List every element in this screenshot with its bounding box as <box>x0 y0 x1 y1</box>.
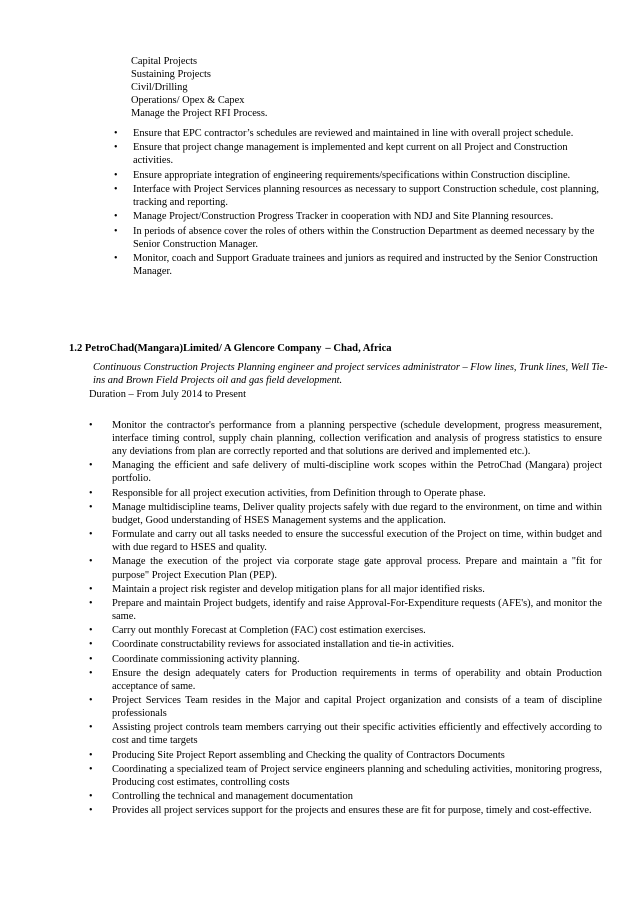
list-item <box>89 721 602 747</box>
bullet-text: Coordinate constructability reviews for associated installation and tie-in activities. <box>112 639 454 651</box>
list-item <box>89 790 602 803</box>
list-item <box>89 749 602 762</box>
bullet-icon: • <box>89 695 93 706</box>
list-item <box>89 804 602 817</box>
bullet-icon: • <box>89 487 93 499</box>
job-location: – Chad, Africa <box>325 343 392 354</box>
list-item <box>89 419 602 458</box>
job-summary: Continuous Construction Projects Planning engineer and project services administrator – Flow lines, Trunk lines, Well Tie-ins and Brown Field Projects oil and gas field development. <box>93 362 608 387</box>
bullet-icon: • <box>114 252 118 264</box>
bullet-text: Manage the execution of the project via corporate stage gate approval process. Prepare and maintain a "fit for purpose" Project Execution Plan (PEP). <box>112 556 602 581</box>
list-item <box>114 127 600 140</box>
bullet-text: Carry out monthly Forecast at Completion (FAC) cost estimation exercises. <box>112 625 426 637</box>
list-item <box>114 183 600 209</box>
bullet-icon: • <box>89 501 93 513</box>
list-item: Manage the Project RFI Process. <box>131 108 268 120</box>
list-item <box>89 624 602 637</box>
list-item <box>89 763 602 789</box>
bullet-icon: • <box>89 529 93 541</box>
bullet-icon: • <box>89 653 93 665</box>
list-item <box>89 653 602 666</box>
list-item <box>89 555 602 581</box>
bullet-icon: • <box>89 639 93 651</box>
bullet-text: Ensure that project change management is implemented and kept current on all Project and Construction activities. <box>133 142 568 167</box>
bullet-icon: • <box>89 667 93 679</box>
bullet-text: Formulate and carry out all tasks needed to ensure the successful execution of the Project on time, within budget and with due regard to HSES and quality. <box>112 529 602 554</box>
list-item <box>114 169 600 182</box>
bullet-text: Manage multidiscipline teams, Deliver quality projects safely with due regard to the environment, on time and within budget, Good understanding of HSES Management systems and the application. <box>112 501 602 526</box>
bullet-text: Provides all project services support for the projects and ensures these are fit for purpose, timely and cost-effective. <box>112 805 592 817</box>
responsibilities-list-1 <box>114 127 600 279</box>
bullet-icon: • <box>89 556 93 568</box>
bullet-text: Monitor, coach and Support Graduate trainees and juniors as required and instructed by the Senior Construction Manager. <box>133 252 598 278</box>
list-item: Sustaining Projects <box>131 69 211 81</box>
bullet-icon: • <box>89 460 93 472</box>
bullet-icon: • <box>114 211 118 223</box>
bullet-icon: • <box>114 142 118 154</box>
bullet-icon: • <box>89 749 93 761</box>
list-item <box>89 597 602 623</box>
bullet-text: Project Services Team resides in the Major and capital Project organization and consists of a team of discipline professionals <box>112 695 602 720</box>
bullet-text: Coordinate commissioning activity planning. <box>112 653 300 665</box>
job-heading <box>69 342 392 355</box>
bullet-text: Producing Site Project Report assembling and Checking the quality of Contractors Documents <box>112 749 505 761</box>
job-duration: Duration – From July 2014 to Present <box>89 389 247 400</box>
bullet-icon: • <box>89 625 93 637</box>
bullet-text: Ensure that EPC contractor’s schedules are reviewed and maintained in line with overall project schedule. <box>133 128 574 139</box>
bullet-icon: • <box>114 169 118 181</box>
list-item <box>89 487 602 500</box>
bullet-text: Controlling the technical and management documentation <box>112 791 353 803</box>
bullet-icon: • <box>89 805 93 817</box>
bullet-text: Ensure appropriate integration of engineering requirements/specifications within Construction discipline. <box>133 169 571 181</box>
list-item <box>89 667 602 693</box>
list-item: Operations/ Opex & Capex <box>131 95 245 107</box>
bullet-text: Maintain a project risk register and develop mitigation plans for all major identified risks. <box>112 583 485 595</box>
bullet-text: Managing the efficient and safe delivery of multi-discipline work scopes within the PetroChad (Mangara) project portfolio. <box>112 460 602 485</box>
bullet-icon: • <box>89 420 93 431</box>
list-item <box>114 141 600 167</box>
list-item <box>89 501 602 527</box>
bullet-icon: • <box>89 722 93 734</box>
bullet-text: Monitor the contractor's performance from a planning perspective (schedule development, progress measurement, interface timing control, supply chain planning, collection verification and analysis of progress statistics to ensure any deviations from plan are correctly reported and that solutions are derived and implemented etc.). <box>112 420 602 458</box>
bullet-text: Prepare and maintain Project budgets, identify and raise Approval-For-Expenditure requests (AFE's), and monitor the same. <box>112 597 602 622</box>
bullet-icon: • <box>89 583 93 595</box>
bullet-icon: • <box>89 597 93 609</box>
bullet-icon: • <box>89 791 93 803</box>
bullet-text: Coordinating a specialized team of Project service engineers planning and scheduling activities, monitoring progress, Producing cost estimates, controlling costs <box>112 763 602 788</box>
company-name: PetroChad(Mangara)Limited/ A Glencore Company <box>84 343 322 354</box>
bullet-icon: • <box>114 183 118 195</box>
list-item <box>114 252 600 278</box>
list-item <box>89 459 602 485</box>
list-item <box>89 694 602 720</box>
bullet-text: In periods of absence cover the roles of others within the Construction Department as deemed necessary by the Senior Construction Manager. <box>133 225 595 250</box>
project-types-list <box>131 55 611 120</box>
list-item: Capital Projects <box>131 56 198 67</box>
responsibilities-list-2 <box>89 419 602 818</box>
bullet-text: Responsible for all project execution activities, from Definition through to Operate phase. <box>112 487 486 499</box>
list-item <box>114 225 600 251</box>
bullet-text: Interface with Project Services planning resources as necessary to support Construction schedule, cost planning, tracking and reporting. <box>133 183 600 209</box>
list-item <box>89 528 602 554</box>
list-item <box>114 210 600 223</box>
list-item <box>89 638 602 651</box>
bullet-icon: • <box>89 763 93 775</box>
job-number: 1.2 <box>69 343 83 354</box>
bullet-icon: • <box>114 225 118 237</box>
list-item: Civil/Drilling <box>131 82 188 94</box>
list-item <box>89 583 602 596</box>
bullet-text: Ensure the design adequately caters for Production requirements in terms of operability and obtain Production acceptance of same. <box>112 667 602 692</box>
bullet-text: Manage Project/Construction Progress Tracker in cooperation with NDJ and Site Planning resources. <box>133 211 554 223</box>
bullet-icon: • <box>114 128 118 139</box>
bullet-text: Assisting project controls team members carrying out their specific activities efficiently and effectively according to cost and time targets <box>112 722 602 747</box>
